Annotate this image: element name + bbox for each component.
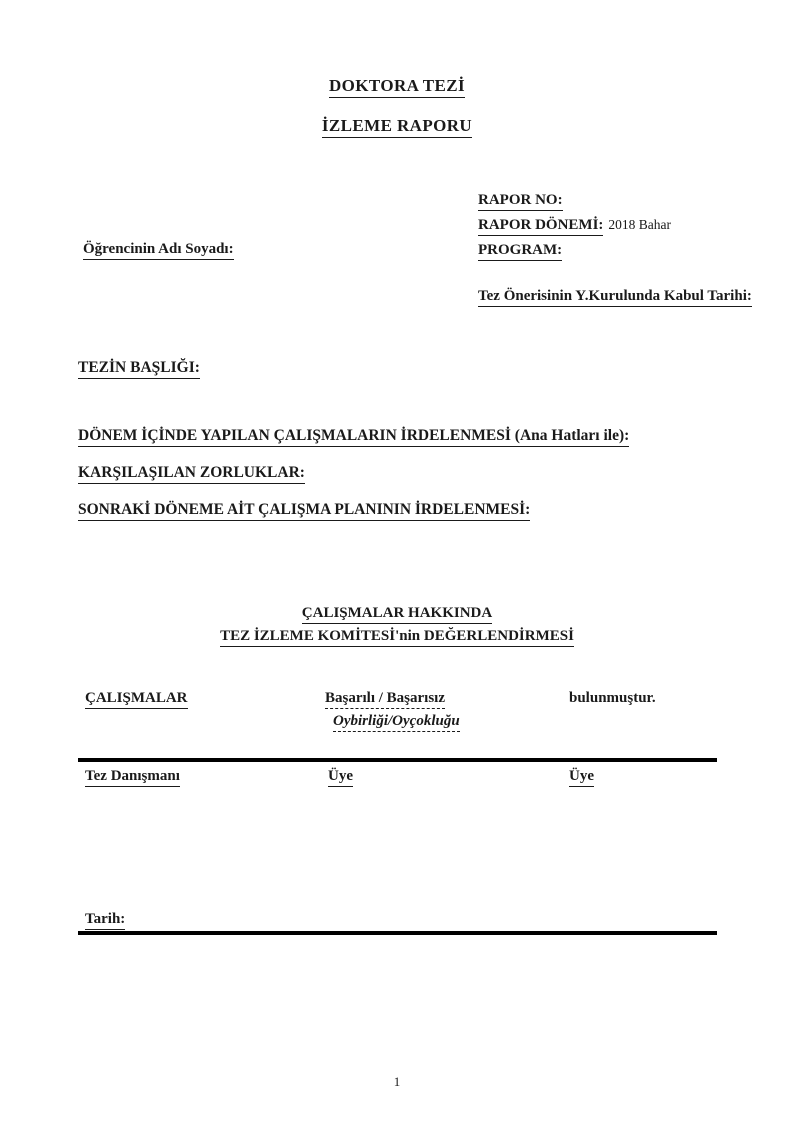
section-zorluklar <box>78 464 305 484</box>
basarili-label: Başarılı / Başarısız <box>325 690 445 709</box>
document-title-line2-text: İZLEME RAPORU <box>322 116 472 138</box>
tarih-row <box>85 911 125 930</box>
ogrenci-row <box>83 241 234 260</box>
program-label: PROGRAM: <box>478 242 562 261</box>
signature-bottom-rule <box>78 931 717 935</box>
oybirligi-cell <box>333 713 460 732</box>
document-title-line1-text: DOKTORA TEZİ <box>329 76 465 98</box>
section-donem-icinde <box>78 427 629 447</box>
calismalar-cell <box>85 690 188 709</box>
rapor-no-label: RAPOR NO: <box>478 192 563 211</box>
oybirligi-label: Oybirliği/Oyçokluğu <box>333 713 460 732</box>
kabul-tarihi-row <box>478 288 752 307</box>
danisman-cell <box>85 768 180 787</box>
rapor-donemi-value: 2018 Bahar <box>608 217 672 232</box>
bulunmustur-label: bulunmuştur. <box>569 690 656 706</box>
evaluation-heading-line2 <box>0 628 794 647</box>
section-sonraki-plan <box>78 501 530 521</box>
document-title-line1 <box>0 76 794 98</box>
section-tezin-basligi-label: TEZİN BAŞLIĞI: <box>78 359 200 379</box>
signature-top-rule <box>78 758 717 762</box>
bulunmustur-cell <box>569 690 656 707</box>
section-sonraki-plan-label: SONRAKİ DÖNEME AİT ÇALIŞMA PLANININ İRDELENMESİ: <box>78 501 530 521</box>
document-title-line2 <box>0 116 794 138</box>
section-donem-icinde-label: DÖNEM İÇİNDE YAPILAN ÇALIŞMALARIN İRDELENMESİ (Ana Hatları ile): <box>78 427 629 447</box>
section-tezin-basligi <box>78 359 200 379</box>
evaluation-heading-line1-text: ÇALIŞMALAR HAKKINDA <box>302 605 492 624</box>
tarih-label: Tarih: <box>85 911 125 930</box>
program-row <box>478 242 562 261</box>
evaluation-heading-line2-text: TEZ İZLEME KOMİTESİ'nin DEĞERLENDİRMESİ <box>220 628 574 647</box>
rapor-no-row <box>478 192 563 211</box>
evaluation-heading-line1 <box>0 605 794 624</box>
kabul-tarihi-label: Tez Önerisinin Y.Kurulunda Kabul Tarihi: <box>478 288 752 307</box>
page-number: 1 <box>393 1074 401 1089</box>
rapor-donemi-row <box>478 217 671 236</box>
section-zorluklar-label: KARŞILAŞILAN ZORLUKLAR: <box>78 464 305 484</box>
ogrenci-label: Öğrencinin Adı Soyadı: <box>83 241 234 260</box>
danisman-label: Tez Danışmanı <box>85 768 180 787</box>
uye2-cell <box>569 768 594 787</box>
calismalar-label: ÇALIŞMALAR <box>85 690 188 709</box>
uye1-cell <box>328 768 353 787</box>
basarili-cell <box>325 690 445 709</box>
uye1-label: Üye <box>328 768 353 787</box>
uye2-label: Üye <box>569 768 594 787</box>
rapor-donemi-label: RAPOR DÖNEMİ: <box>478 217 603 236</box>
